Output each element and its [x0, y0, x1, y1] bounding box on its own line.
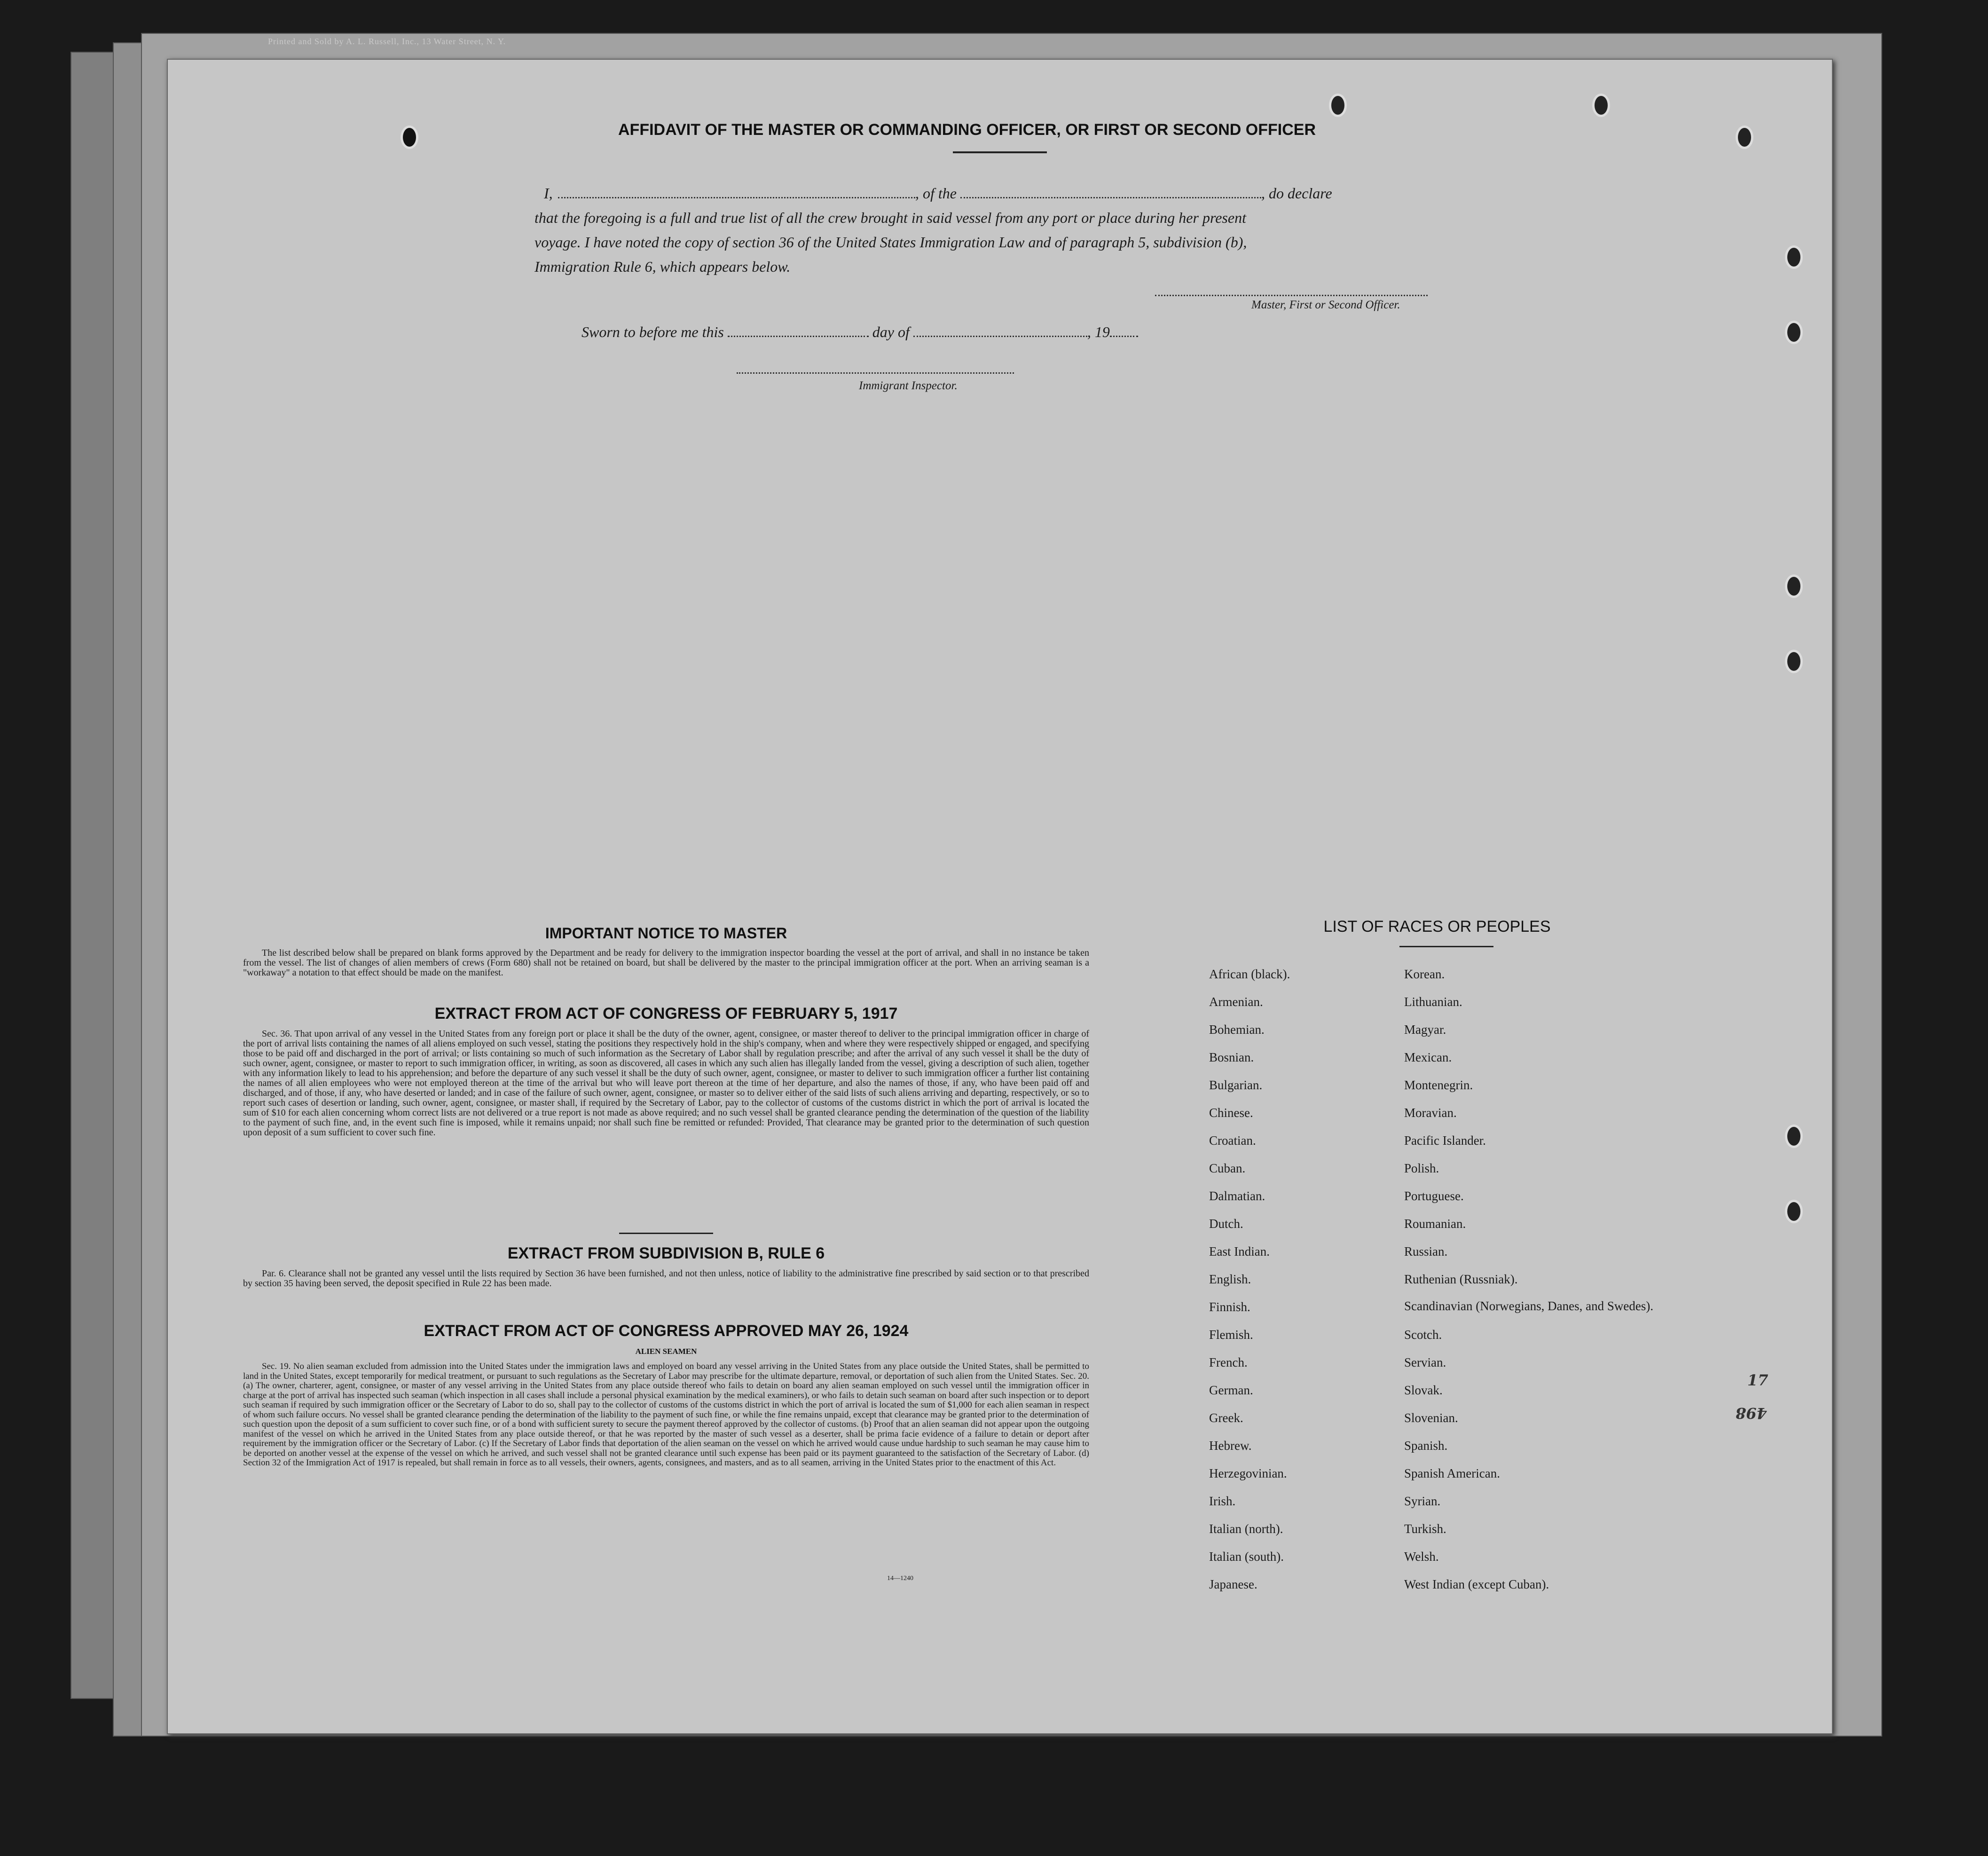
race-item: Montenegrin. — [1404, 1078, 1473, 1092]
race-item: Syrian. — [1404, 1494, 1441, 1508]
race-item: Italian (north). — [1209, 1522, 1283, 1536]
punch-hole-icon — [1785, 650, 1803, 673]
notice-title: IMPORTANT NOTICE TO MASTER — [545, 925, 787, 942]
title-rule — [953, 151, 1047, 153]
extract2-text: Par. 6. Clearance shall not be granted any vessel until the lists required by Section 36 have been furnished, and not then unless, notice of liability to the administrative fine prescribed by said section or to that prescribed by section 35 having been served, the deposit specified in Rule 22 has been made. — [243, 1268, 1089, 1289]
extract3-title: EXTRACT FROM ACT OF CONGRESS APPROVED MAY 26, 1924 — [424, 1322, 909, 1340]
year-label: , 19 — [1087, 323, 1110, 340]
form-number: 14—1240 — [887, 1575, 913, 1582]
sworn-month-field[interactable] — [913, 336, 1087, 337]
race-item: Portuguese. — [1404, 1189, 1464, 1203]
do-declare-label: , do declare — [1261, 185, 1332, 202]
race-item: East Indian. — [1209, 1244, 1270, 1258]
printer-line: Printed and Sold by A. L. Russell, Inc., 13 Water Street, N. Y. — [268, 37, 506, 46]
of-the-label: , of the — [915, 185, 957, 202]
declaration-line — [544, 182, 1625, 204]
race-item: Korean. — [1404, 967, 1445, 981]
sworn-label: Sworn to before me this — [581, 323, 724, 340]
race-item: Finnish. — [1209, 1300, 1250, 1314]
race-item: Ruthenian (Russniak). — [1404, 1272, 1518, 1286]
races-title: LIST OF RACES OR PEOPLES — [1323, 918, 1551, 936]
sworn-year-field[interactable] — [1110, 336, 1138, 337]
races-rule — [1399, 946, 1493, 947]
punch-hole-icon — [1785, 1125, 1803, 1148]
punch-hole-icon — [401, 126, 418, 149]
race-item: Slovak. — [1404, 1383, 1443, 1397]
race-item: Chinese. — [1209, 1106, 1253, 1120]
master-signature-line[interactable] — [1155, 295, 1428, 296]
race-item: Polish. — [1404, 1161, 1439, 1175]
race-item: Turkish. — [1404, 1522, 1446, 1536]
race-item: Flemish. — [1209, 1328, 1253, 1342]
margin-mark: 498 — [1736, 1404, 1767, 1422]
race-item: Roumanian. — [1404, 1217, 1466, 1231]
race-item: Moravian. — [1404, 1106, 1457, 1120]
sworn-line — [581, 321, 1240, 343]
affidavit-title: AFFIDAVIT OF THE MASTER OR COMMANDING OFFICER, OR FIRST OR SECOND OFFICER — [618, 121, 1316, 139]
punch-hole-icon — [1592, 94, 1610, 117]
extract3-text: Sec. 19. No alien seaman excluded from admission into the United States under the immigration laws and employed on board any vessel arriving in the United States from any place outside the United States, shall be permitted to land in the United States, except temporarily for medical treatment, or pursuant to such regulations as the Secretary of Labor may prescribe for the ultimate departure, removal, or deportation of such alien from the United States. Sec. 20. (a) The owner, charterer, agent, consignee, or master of any vessel arriving in the United States from any place outside thereof who fails to detain on board any alien seaman employed on such vessel until the immigration officer in charge at the port of arrival has inspected such seaman (which inspection in all cases shall include a personal physical examination by the medical examiners), or who fails to detain such seaman on board after such inspection or to deport such seaman if required by such immigration officer or the Secretary of Labor to do so, shall pay to the collector of customs of the customs district in which the port of arrival is located the sum of $1,000 for each alien seaman in respect of whom such failure occurs. No vessel shall be granted clearance pending the determination of the liability to the payment of such fine, or while the fine remains unpaid, except that clearance may be granted prior to the determination of such question upon the deposit of a sum sufficient to cover such fine, or of a bond with sufficient surety to secure the payment thereof approved by the collector of customs. (b) Proof that an alien seaman did not appear upon the outgoing manifest of the vessel on which he arrived in the United States from any place outside thereof, or that he was reported by the master of such vessel as a deserter, shall be prima facie evidence of a failure to detain or deport after requirement by the immigration officer or the Secretary of Labor. (c) If the Secretary of Labor finds that deportation of the alien seaman on the vessel on which he arrived would cause undue hardship to such seaman he may cause him to be deported on another vessel at the expense of the vessel on which he arrived, and such vessel shall not be granted clearance until such expense has been paid or its payment guaranteed to the satisfaction of the Secretary of Labor. (d) Section 32 of the Immigration Act of 1917 is repealed, but shall remain in force as to all vessels, their owners, agents, consignees, and masters, and as to all seamen, arriving in the United States prior to the enactment of this Act. — [243, 1361, 1089, 1468]
vessel-field[interactable] — [960, 197, 1261, 198]
race-item: Pacific Islander. — [1404, 1133, 1486, 1148]
punch-hole-icon — [1785, 321, 1803, 344]
race-item: Greek. — [1209, 1411, 1243, 1425]
inspector-label: Immigrant Inspector. — [859, 379, 958, 392]
declaration-line-2: voyage. I have noted the copy of section 36 of the United States Immigration Law and of paragraph 5, subdivision (b), — [534, 234, 1247, 251]
race-item: Bosnian. — [1209, 1050, 1254, 1064]
races-column-2 — [1404, 967, 1667, 1605]
race-item: Hebrew. — [1209, 1439, 1252, 1453]
declaration-line-1: that the foregoing is a full and true list of all the crew brought in said vessel from any port or place during her present — [534, 209, 1246, 226]
race-item: French. — [1209, 1355, 1248, 1369]
punch-hole-icon — [1785, 1200, 1803, 1223]
punch-hole-icon — [1785, 574, 1803, 598]
race-item: Irish. — [1209, 1494, 1236, 1508]
race-item: Magyar. — [1404, 1022, 1446, 1037]
race-item: Mexican. — [1404, 1050, 1452, 1064]
race-item: Bulgarian. — [1209, 1078, 1263, 1092]
race-item: Spanish American. — [1404, 1466, 1500, 1480]
race-item: Scandinavian (Norwegians, Danes, and Swedes). — [1404, 1299, 1654, 1313]
race-item: English. — [1209, 1272, 1251, 1286]
inspector-signature-line[interactable] — [737, 372, 1014, 374]
race-item: Bohemian. — [1209, 1022, 1265, 1037]
master-label: Master, First or Second Officer. — [1251, 299, 1400, 311]
race-item: Cuban. — [1209, 1161, 1246, 1175]
punch-hole-icon — [1736, 126, 1753, 149]
race-item: Dutch. — [1209, 1217, 1243, 1231]
extract1-title: EXTRACT FROM ACT OF CONGRESS OF FEBRUARY 5, 1917 — [434, 1005, 898, 1022]
race-item: Lithuanian. — [1404, 995, 1462, 1009]
race-item: Russian. — [1404, 1244, 1448, 1258]
race-item: Servian. — [1404, 1355, 1446, 1369]
race-item: Scotch. — [1404, 1328, 1442, 1342]
extract3-subtitle: ALIEN SEAMEN — [635, 1347, 697, 1356]
declaration-i: I, — [544, 185, 553, 202]
race-item: West Indian (except Cuban). — [1404, 1577, 1549, 1591]
extract1-text: Sec. 36. That upon arrival of any vessel in the United States from any foreign port or place it shall be the duty of the owner, agent, consignee, or master thereof to deliver to the principal immigration officer in charge of the port of arrival lists containing the names of all aliens employed on such vessel, stating the positions they respectively hold in the ship's company, when and where they were respectively shipped or engaged, and specifying those to be paid off and discharged in the port of arrival; or lists containing so much of such information as the Secretary of Labor shall by regulation prescribe; and after the arrival of any such vessel it shall be the duty of such owner, agent, consignee, or master to report to such immigration officer, in writing, as soon as discovered, all cases in which any such alien has illegally landed from the vessel, giving a description of such alien, together with any information likely to lead to his apprehension; and before the departure of any such vessel it shall be the duty of such owner, agent, consignee, or master to deliver to such immigration officer a further list containing the names of all alien employees who were not employed thereon at the time of the arrival but who will leave port thereon at the time of her departure, and also the names of those, if any, who have been paid off and discharged, and of those, if any, who have deserted or landed; and in case of the failure of such owner, agent, consignee, or master so to deliver either of the said lists of such aliens arriving and departing, respectively, or so to report such cases of desertion or landing, such owner, agent, consignee, or master shall, if required by the Secretary of Labor, pay to the collector of customs of the customs district in which the port of arrival is located the sum of $10 for each alien concerning whom correct lists are not delivered or a true report is not made as above required; and no such vessel shall be granted clearance pending the determination of the question of the liability to the payment of such fine, and, in the event such fine is imposed, while it remains unpaid; nor shall such fine be remitted or refunded: Provided, That clearance may be granted prior to the determination of such question upon deposit of a sum sufficient to cover such fine. — [243, 1029, 1089, 1138]
section-rule — [619, 1233, 713, 1234]
notice-text: The list described below shall be prepared on blank forms approved by the Department and be ready for delivery to the immigration inspector boarding the vessel at the port of arrival, and shall in no instance be taken from the vessel. The list of changes of alien members of crews (Form 680) shall not be retained on board, but shall be delivered by the master to the principal immigration officer at the port. When an arriving seaman is a "workaway" a notation to that effect should be made on the manifest. — [243, 948, 1089, 978]
punch-hole-icon — [1785, 245, 1803, 269]
race-item: Japanese. — [1209, 1577, 1257, 1591]
race-item: Italian (south). — [1209, 1549, 1284, 1564]
race-item: Armenian. — [1209, 995, 1263, 1009]
manifest-page — [167, 59, 1833, 1734]
race-item: Dalmatian. — [1209, 1189, 1265, 1203]
punch-hole-icon — [1329, 94, 1347, 117]
race-item: Croatian. — [1209, 1133, 1256, 1148]
race-item: German. — [1209, 1383, 1253, 1397]
sworn-day-field[interactable] — [728, 336, 869, 337]
race-item: Spanish. — [1404, 1439, 1448, 1453]
race-item: African (black). — [1209, 967, 1290, 981]
margin-mark: 17 — [1747, 1371, 1768, 1389]
race-item: Herzegovinian. — [1209, 1466, 1287, 1480]
declaration-line-3: Immigration Rule 6, which appears below. — [534, 258, 791, 275]
race-item: Slovenian. — [1404, 1411, 1458, 1425]
race-item: Welsh. — [1404, 1549, 1439, 1564]
extract2-title: EXTRACT FROM SUBDIVISION B, RULE 6 — [507, 1244, 825, 1262]
day-of-label: day of — [872, 323, 910, 340]
name-field[interactable] — [558, 197, 915, 198]
